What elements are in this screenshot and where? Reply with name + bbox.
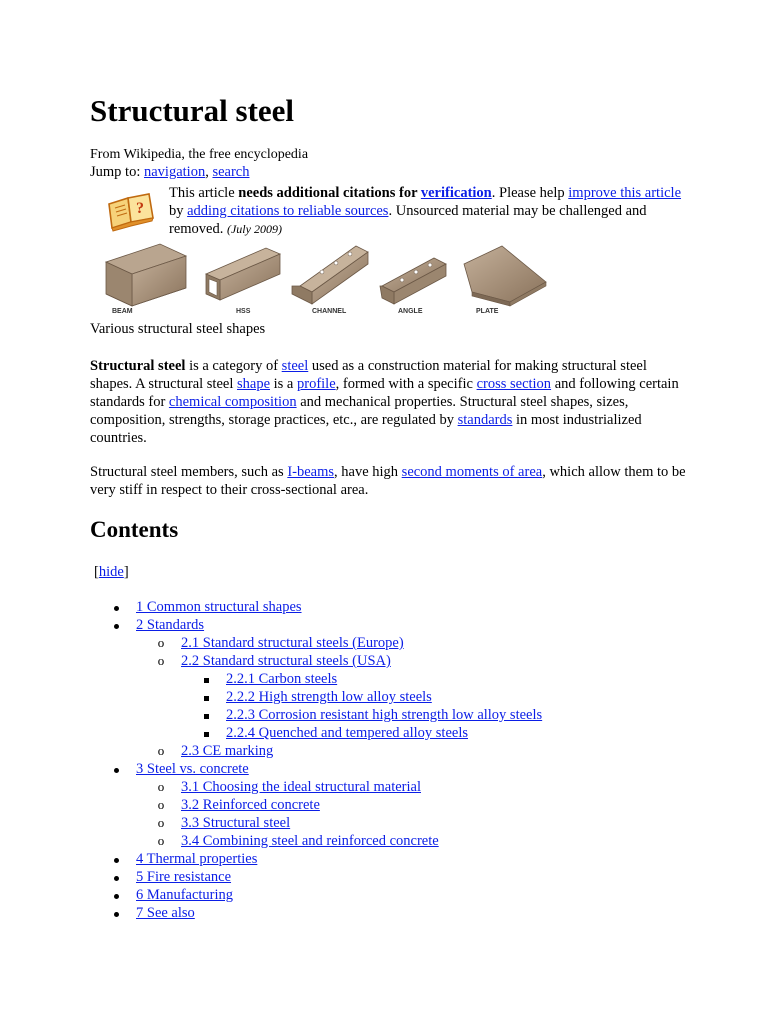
toc-link[interactable]: 2.2.2 High strength low alloy steels	[226, 689, 432, 705]
site-subtitle: From Wikipedia, the free encyclopedia	[90, 147, 309, 162]
intro-paragraph: Structural steel is a category of steel used as a construction material for making structural steel shapes. A structural steel shape is a profile, formed with a specific cross section and following certain standards for chemical composition and mechanical properties. Structural steel shapes, sizes, composition, strengths, storage practices, etc., are regulated by standards in most industrialized countries.	[90, 358, 679, 446]
square-bullet-icon	[204, 696, 209, 701]
second-paragraph: Structural steel members, such as I-beams, have high second moments of area, which allow them to be very stiff in respect to their cross-sectional area.	[90, 464, 686, 498]
hss-shape	[206, 248, 280, 300]
bullet-icon	[114, 768, 119, 773]
book-question-icon	[106, 192, 156, 232]
steel-shapes-image	[100, 242, 550, 318]
bullet-icon	[114, 606, 119, 611]
notice-date: (July 2009)	[226, 222, 282, 236]
shape-link[interactable]: shape	[236, 376, 270, 392]
bullet-icon	[114, 858, 119, 863]
toc-link[interactable]: 5 Fire resistance	[136, 869, 232, 885]
improve-article-link[interactable]: improve this article	[568, 185, 682, 201]
chemical-composition-link[interactable]: chemical composition	[168, 394, 297, 410]
shape-label: HSS	[236, 308, 251, 315]
circle-bullet-icon: o	[157, 653, 165, 668]
square-bullet-icon	[204, 714, 209, 719]
second-moments-link[interactable]: second moments of area	[401, 464, 543, 480]
toc-link[interactable]: 3.1 Choosing the ideal structural material	[181, 779, 421, 795]
toc-link[interactable]: 3.4 Combining steel and reinforced concrete	[181, 833, 439, 849]
page-title: Structural steel	[90, 93, 295, 128]
toc-link[interactable]: 2.2.1 Carbon steels	[226, 671, 338, 687]
toc-link[interactable]: 2.1 Standard structural steels (Europe)	[181, 635, 404, 651]
toc-toggle: [hide]	[94, 564, 129, 580]
toc-link[interactable]: 2.2.3 Corrosion resistant high strength low alloy steels	[226, 707, 543, 723]
circle-bullet-icon: o	[157, 797, 165, 812]
toc-link[interactable]: 6 Manufacturing	[136, 887, 234, 903]
circle-bullet-icon: o	[157, 635, 165, 650]
toc-link[interactable]: 2 Standards	[136, 617, 205, 633]
figure-caption: Various structural steel shapes	[90, 321, 266, 337]
bullet-icon	[114, 876, 119, 881]
notice-text: This article needs additional citations for verification. Please help improve this article by adding citations to reliable sources. Unsourced material may be challenged and removed. (July 2009)	[169, 185, 682, 237]
toc-link[interactable]: 2.3 CE marking	[181, 743, 274, 759]
circle-bullet-icon: o	[157, 815, 165, 830]
toc-link[interactable]: 1 Common structural shapes	[136, 599, 302, 615]
toc-link[interactable]: 3.3 Structural steel	[181, 815, 291, 831]
toc-link[interactable]: 4 Thermal properties	[136, 851, 258, 867]
standards-link[interactable]: standards	[457, 412, 513, 428]
toc-link[interactable]: 2.2.4 Quenched and tempered alloy steels	[226, 725, 468, 741]
svg-text:?: ?	[136, 200, 144, 217]
toc-link[interactable]: 3.2 Reinforced concrete	[181, 797, 320, 813]
circle-bullet-icon: o	[157, 779, 165, 794]
navigation-link[interactable]: navigation	[143, 164, 206, 180]
toc-link[interactable]: 2.2 Standard structural steels (USA)	[181, 653, 391, 669]
shape-label: CHANNEL	[312, 308, 347, 315]
search-link[interactable]: search	[212, 164, 250, 180]
shape-label: PLATE	[476, 308, 499, 315]
square-bullet-icon	[204, 732, 209, 737]
shape-label: ANGLE	[398, 308, 423, 315]
bullet-icon	[114, 624, 119, 629]
contents-heading: Contents	[90, 517, 179, 542]
jump-to-links: Jump to: navigation, search	[90, 164, 250, 180]
square-bullet-icon	[204, 678, 209, 683]
circle-bullet-icon: o	[157, 743, 165, 758]
verification-link[interactable]: verification	[420, 185, 492, 201]
adding-citations-link[interactable]: adding citations to reliable sources	[187, 203, 389, 219]
toc-link[interactable]: 7 See also	[136, 905, 195, 921]
steel-link[interactable]: steel	[281, 358, 309, 374]
hide-toc-link[interactable]: hide	[98, 564, 124, 580]
channel-shape	[292, 246, 368, 304]
i-beams-link[interactable]: I-beams	[287, 464, 335, 480]
beam-shape	[106, 244, 186, 306]
angle-shape	[380, 258, 446, 304]
bullet-icon	[114, 912, 119, 917]
circle-bullet-icon: o	[157, 833, 165, 848]
bullet-icon	[114, 894, 119, 899]
profile-link[interactable]: profile	[296, 376, 336, 392]
cross-section-link[interactable]: cross section	[476, 376, 552, 392]
plate-shape	[464, 246, 546, 306]
toc-link[interactable]: 3 Steel vs. concrete	[136, 761, 249, 777]
shape-label: BEAM	[112, 308, 133, 315]
